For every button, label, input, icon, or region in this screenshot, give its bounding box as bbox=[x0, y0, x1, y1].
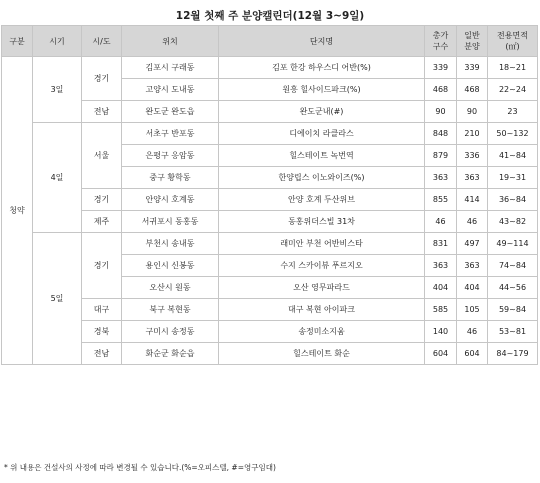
category-header bbox=[2, 26, 33, 57]
general-units-cell: 46 bbox=[457, 211, 488, 233]
area-cell: 41~84 bbox=[488, 145, 538, 167]
complex-cell: 디에이치 라클라스 bbox=[219, 123, 425, 145]
complex-cell: 힐스테이트 화순 bbox=[219, 343, 425, 365]
header-text: 구분 bbox=[9, 36, 25, 46]
header-text: 시/도 bbox=[92, 36, 111, 46]
complex-cell: 힐스테이트 녹번역 bbox=[219, 145, 425, 167]
area-cell: 84~179 bbox=[488, 343, 538, 365]
general-units-cell: 210 bbox=[457, 123, 488, 145]
total-units-cell: 140 bbox=[425, 321, 457, 343]
general-units-cell: 90 bbox=[457, 101, 488, 123]
total-units-cell: 468 bbox=[425, 79, 457, 101]
table-row bbox=[2, 299, 538, 321]
date-cell: 3일 bbox=[33, 57, 82, 123]
total-units-cell: 585 bbox=[425, 299, 457, 321]
location-cell: 북구 복현동 bbox=[122, 299, 219, 321]
location-cell: 오산시 원동 bbox=[122, 277, 219, 299]
header-text: 구수 bbox=[432, 42, 449, 51]
location-cell: 부천시 송내동 bbox=[122, 233, 219, 255]
total-units-cell: 404 bbox=[425, 277, 457, 299]
location-cell: 중구 황학동 bbox=[122, 167, 219, 189]
location-cell: 완도군 완도읍 bbox=[122, 101, 219, 123]
general-units-cell: 363 bbox=[457, 167, 488, 189]
header-text: (㎡) bbox=[505, 42, 520, 51]
total-units-cell: 855 bbox=[425, 189, 457, 211]
table-row bbox=[2, 57, 538, 79]
page-title: 12월 첫째 주 분양캘린더(12월 3~9일) bbox=[175, 10, 365, 22]
complex-cell: 완도군내(#) bbox=[219, 101, 425, 123]
table-body bbox=[2, 57, 538, 365]
area-cell: 19~31 bbox=[488, 167, 538, 189]
location-cell: 화순군 화순읍 bbox=[122, 343, 219, 365]
general-units-header bbox=[457, 26, 488, 57]
header-text: 단지명 bbox=[309, 36, 334, 46]
table-header-row bbox=[2, 26, 538, 57]
header-text: 일반 bbox=[464, 31, 480, 40]
complex-cell: 동홍위더스빌 31차 bbox=[219, 211, 425, 233]
location-cell: 은평구 응암동 bbox=[122, 145, 219, 167]
general-units-cell: 497 bbox=[457, 233, 488, 255]
total-units-header bbox=[425, 26, 457, 57]
area-cell: 22~24 bbox=[488, 79, 538, 101]
header-text: 위치 bbox=[162, 36, 178, 46]
date-cell: 4일 bbox=[33, 123, 82, 233]
area-cell: 43~82 bbox=[488, 211, 538, 233]
header-text: 분양 bbox=[464, 42, 480, 51]
table-row bbox=[2, 211, 538, 233]
complex-cell: 안양 호계 두산위브 bbox=[219, 189, 425, 211]
footnote: * 위 내용은 건설사의 사정에 따라 변경될 수 있습니다.(%=오피스텔, #=영구임대) bbox=[4, 463, 276, 472]
general-units-cell: 46 bbox=[457, 321, 488, 343]
area-header bbox=[488, 26, 538, 57]
location-header bbox=[122, 26, 219, 57]
total-units-cell: 339 bbox=[425, 57, 457, 79]
header-text: 시기 bbox=[49, 36, 65, 46]
complex-cell: 한양립스 이노와이즈(%) bbox=[219, 167, 425, 189]
area-cell: 49~114 bbox=[488, 233, 538, 255]
total-units-cell: 90 bbox=[425, 101, 457, 123]
category-cell: 청약 bbox=[2, 57, 33, 365]
region-cell: 경기 bbox=[82, 233, 122, 299]
complex-header bbox=[219, 26, 425, 57]
complex-cell: 대구 복현 아이파크 bbox=[219, 299, 425, 321]
area-cell: 53~81 bbox=[488, 321, 538, 343]
complex-cell: 송정미소지움 bbox=[219, 321, 425, 343]
location-cell: 고양시 도내동 bbox=[122, 79, 219, 101]
complex-cell: 래미안 부천 어반비스타 bbox=[219, 233, 425, 255]
region-cell: 대구 bbox=[82, 299, 122, 321]
total-units-cell: 848 bbox=[425, 123, 457, 145]
total-units-cell: 363 bbox=[425, 167, 457, 189]
table-row bbox=[2, 343, 538, 365]
complex-cell: 수지 스카이뷰 푸르지오 bbox=[219, 255, 425, 277]
date-header bbox=[33, 26, 82, 57]
location-cell: 서귀포시 동홍동 bbox=[122, 211, 219, 233]
total-units-cell: 831 bbox=[425, 233, 457, 255]
schedule-table bbox=[1, 25, 538, 365]
general-units-cell: 336 bbox=[457, 145, 488, 167]
complex-cell: 원흥 힐사이드파크(%) bbox=[219, 79, 425, 101]
area-cell: 36~84 bbox=[488, 189, 538, 211]
region-cell: 제주 bbox=[82, 211, 122, 233]
table-row bbox=[2, 321, 538, 343]
region-cell: 경북 bbox=[82, 321, 122, 343]
area-cell: 18~21 bbox=[488, 57, 538, 79]
region-cell: 경기 bbox=[82, 189, 122, 211]
complex-cell: 오산 영무파라드 bbox=[219, 277, 425, 299]
location-cell: 김포시 구래동 bbox=[122, 57, 219, 79]
total-units-cell: 363 bbox=[425, 255, 457, 277]
complex-cell: 김포 한강 하우스디 어반(%) bbox=[219, 57, 425, 79]
total-units-cell: 604 bbox=[425, 343, 457, 365]
region-cell: 전남 bbox=[82, 343, 122, 365]
location-cell: 안양시 호계동 bbox=[122, 189, 219, 211]
general-units-cell: 363 bbox=[457, 255, 488, 277]
general-units-cell: 105 bbox=[457, 299, 488, 321]
area-cell: 74~84 bbox=[488, 255, 538, 277]
date-cell: 5일 bbox=[33, 233, 82, 365]
area-cell: 50~132 bbox=[488, 123, 538, 145]
table-row bbox=[2, 123, 538, 145]
region-cell: 서울 bbox=[82, 123, 122, 189]
table-row bbox=[2, 233, 538, 255]
area-cell: 59~84 bbox=[488, 299, 538, 321]
total-units-cell: 46 bbox=[425, 211, 457, 233]
general-units-cell: 468 bbox=[457, 79, 488, 101]
region-cell: 전남 bbox=[82, 101, 122, 123]
location-cell: 용인시 신봉동 bbox=[122, 255, 219, 277]
total-units-cell: 879 bbox=[425, 145, 457, 167]
area-cell: 23 bbox=[488, 101, 538, 123]
location-cell: 구미시 송정동 bbox=[122, 321, 219, 343]
general-units-cell: 339 bbox=[457, 57, 488, 79]
header-text: 전용면적 bbox=[497, 31, 528, 40]
table-row bbox=[2, 189, 538, 211]
location-cell: 서초구 반포동 bbox=[122, 123, 219, 145]
region-header bbox=[82, 26, 122, 57]
general-units-cell: 404 bbox=[457, 277, 488, 299]
header-text: 총가 bbox=[432, 31, 449, 40]
general-units-cell: 414 bbox=[457, 189, 488, 211]
table-row bbox=[2, 101, 538, 123]
general-units-cell: 604 bbox=[457, 343, 488, 365]
area-cell: 44~56 bbox=[488, 277, 538, 299]
region-cell: 경기 bbox=[82, 57, 122, 101]
